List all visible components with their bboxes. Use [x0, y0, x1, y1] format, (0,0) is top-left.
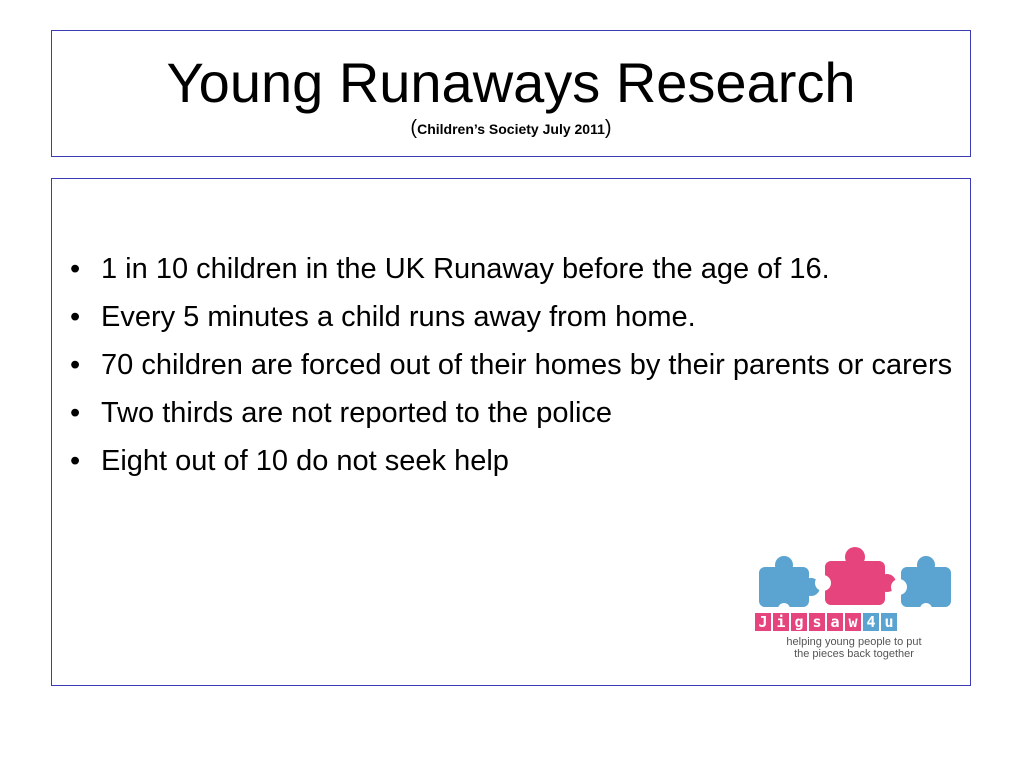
- logo-tagline: [753, 636, 955, 660]
- subtitle-open-paren: (: [410, 117, 418, 139]
- logo-wordmark: [755, 613, 897, 633]
- bullet-item: [62, 345, 967, 385]
- bullet-dot: •: [70, 253, 81, 285]
- subtitle-text: Children’s Society July 2011: [417, 121, 605, 137]
- bullet-item: [62, 297, 967, 337]
- slide-title: Young Runaways Research: [166, 51, 856, 114]
- bullet-dot: •: [70, 445, 81, 477]
- puzzle-piece-right: [891, 556, 951, 613]
- bullet-dot: •: [70, 301, 81, 333]
- bullet-text: Eight out of 10 do not seek help: [101, 445, 509, 477]
- logo-letter: u: [881, 613, 897, 631]
- jigsaw4u-logo: [753, 547, 955, 663]
- puzzle-pieces-icon: [753, 547, 955, 613]
- puzzle-piece-left: [759, 556, 820, 613]
- logo-letter: i: [773, 613, 789, 631]
- logo-letter: 4: [863, 613, 879, 631]
- logo-letter: w: [845, 613, 861, 631]
- bullet-text: 1 in 10 children in the UK Runaway before the age of 16.: [101, 253, 830, 285]
- logo-letter: g: [791, 613, 807, 631]
- slide-subtitle: [52, 117, 970, 140]
- bullet-text: Two thirds are not reported to the police: [101, 397, 613, 429]
- logo-tagline-line1: helping young people to put: [786, 636, 922, 648]
- bullet-text: Every 5 minutes a child runs away from home.: [101, 301, 696, 333]
- bullet-dot: •: [70, 349, 81, 381]
- bullet-text: 70 children are forced out of their homes by their parents or carers: [101, 349, 953, 381]
- logo-letter: s: [809, 613, 825, 631]
- puzzle-piece-center: [815, 547, 896, 605]
- bullet-item: [62, 393, 967, 433]
- subtitle-close-paren: ): [604, 117, 612, 139]
- bullet-dot: •: [70, 397, 81, 429]
- title-box: [51, 30, 971, 157]
- bullet-list: [62, 249, 967, 489]
- bullet-item: [62, 249, 967, 289]
- logo-tagline-line2: the pieces back together: [794, 648, 914, 660]
- bullet-item: [62, 441, 967, 481]
- logo-letter: J: [755, 613, 771, 631]
- logo-letter: a: [827, 613, 843, 631]
